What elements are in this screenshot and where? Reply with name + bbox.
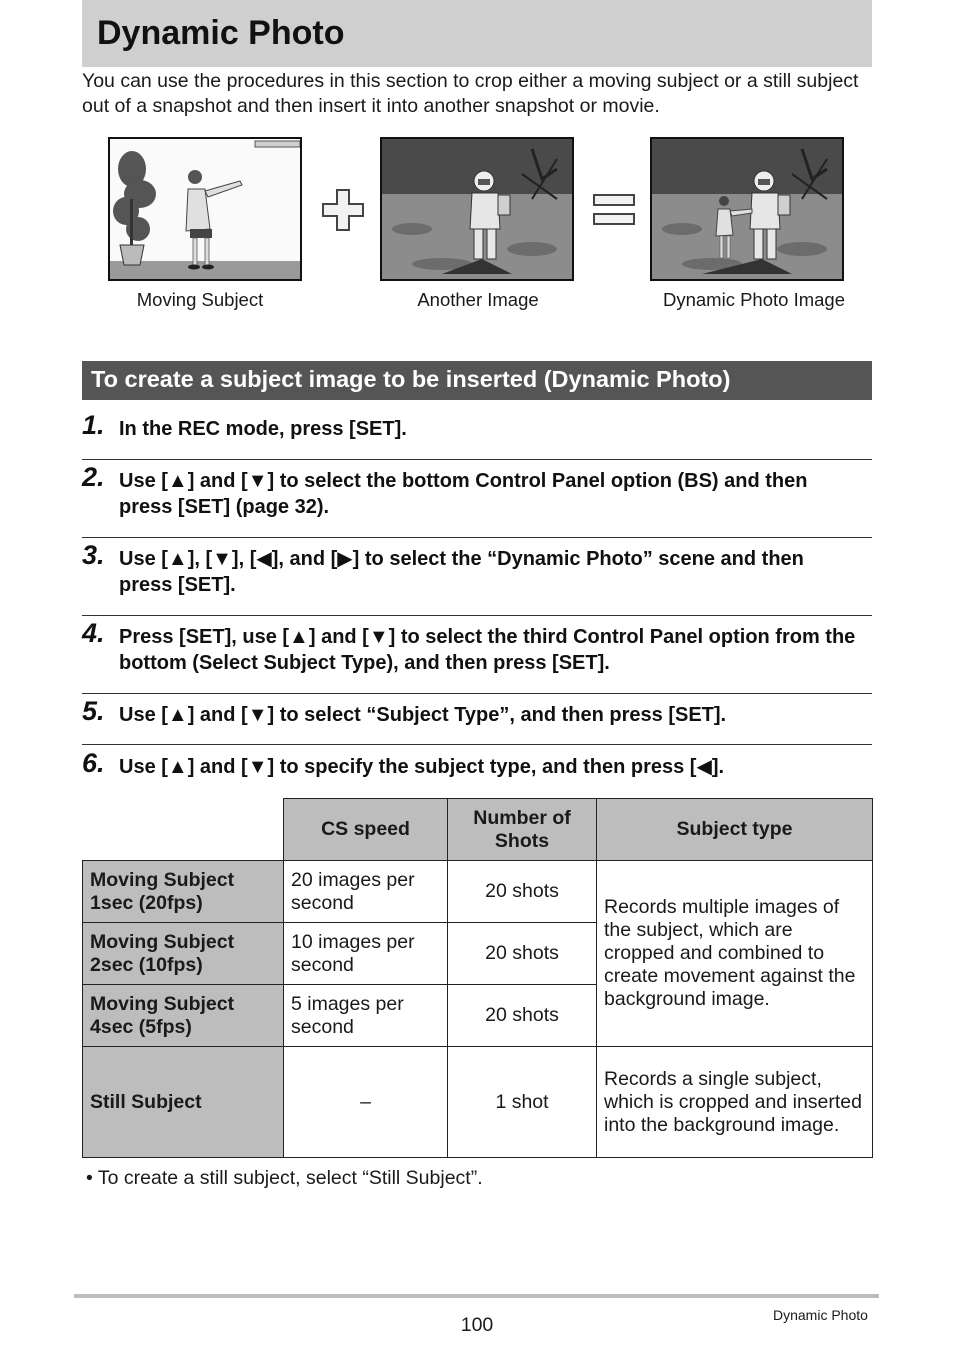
step-number: 3. [82,540,105,570]
equals-icon [592,192,636,233]
cs-speed-cell: 20 images per second [284,861,448,923]
step-number: 1. [82,410,105,440]
divider [82,744,872,745]
moving-subject-image [108,137,302,281]
step-number: 4. [82,618,105,648]
cs-speed-cell: 5 images per second [284,985,448,1047]
row-label: Moving Subject 1sec (20fps) [83,861,284,923]
footer-divider [74,1294,879,1298]
header-number-of-shots: Number of Shots [448,799,597,861]
shots-cell: 20 shots [448,861,597,923]
dynamic-photo-image [650,137,844,281]
note-text: • To create a still subject, select “Still Subject”. [86,1167,483,1189]
step-text: Use [▲] and [▼] to select “Subject Type”, and then press [SET]. [119,704,727,726]
step-number: 6. [82,748,105,778]
divider [82,537,872,538]
table-corner [83,799,284,861]
divider [82,615,872,616]
step-text: Use [▲] and [▼] to specify the subject type, and then press [◀]. [119,756,725,778]
page-title-bar [82,0,872,67]
subject-type-table [82,798,873,1158]
page-number: 100 [460,1314,494,1336]
step-text: Use [▲] and [▼] to select the bottom Control Panel option (BS) and then press [SET] (page 32). [119,470,808,518]
row-label: Still Subject [83,1047,284,1158]
header-subject-type: Subject type [597,799,873,861]
step-text: Press [SET], use [▲] and [▼] to select the third Control Panel option from the bottom (Select Subject Type), and then press [SET]. [119,626,856,674]
section-header [82,361,872,400]
caption-another-image: Another Image [417,289,539,310]
caption-dynamic-photo-image: Dynamic Photo Image [662,289,845,310]
divider [82,693,872,694]
table-row [83,861,873,923]
intro-paragraph: You can use the procedures in this section to crop either a moving subject or a still subject out of a snapshot and then insert it into another snapshot or movie. [82,70,859,117]
shots-cell: 20 shots [448,985,597,1047]
footer-section-name: Dynamic Photo [773,1307,868,1323]
caption-moving-subject: Moving Subject [136,289,264,310]
subject-type-cell-still: Records a single subject, which is cropped and inserted into the background image. [597,1047,873,1158]
page-title: Dynamic Photo [97,14,345,52]
another-image [380,137,574,281]
subject-type-cell-moving: Records multiple images of the subject, which are cropped and combined to create movement against the background image. [597,861,873,1047]
section-title: To create a subject image to be inserted (Dynamic Photo) [91,366,731,392]
shots-cell: 1 shot [448,1047,597,1158]
cs-speed-cell: – [284,1047,448,1158]
divider [82,459,872,460]
shots-cell: 20 shots [448,923,597,985]
row-label: Moving Subject 2sec (10fps) [83,923,284,985]
header-cs-speed: CS speed [284,799,448,861]
step-text: Use [▲], [▼], [◀], and [▶] to select the “Dynamic Photo” scene and then press [SET]. [119,548,804,596]
table-header-row [83,799,873,861]
step-text: In the REC mode, press [SET]. [119,418,407,440]
cs-speed-cell: 10 images per second [284,923,448,985]
plus-icon [321,188,365,237]
step-number: 5. [82,696,105,726]
step-number: 2. [82,462,105,492]
row-label: Moving Subject 4sec (5fps) [83,985,284,1047]
table-row [83,1047,873,1158]
